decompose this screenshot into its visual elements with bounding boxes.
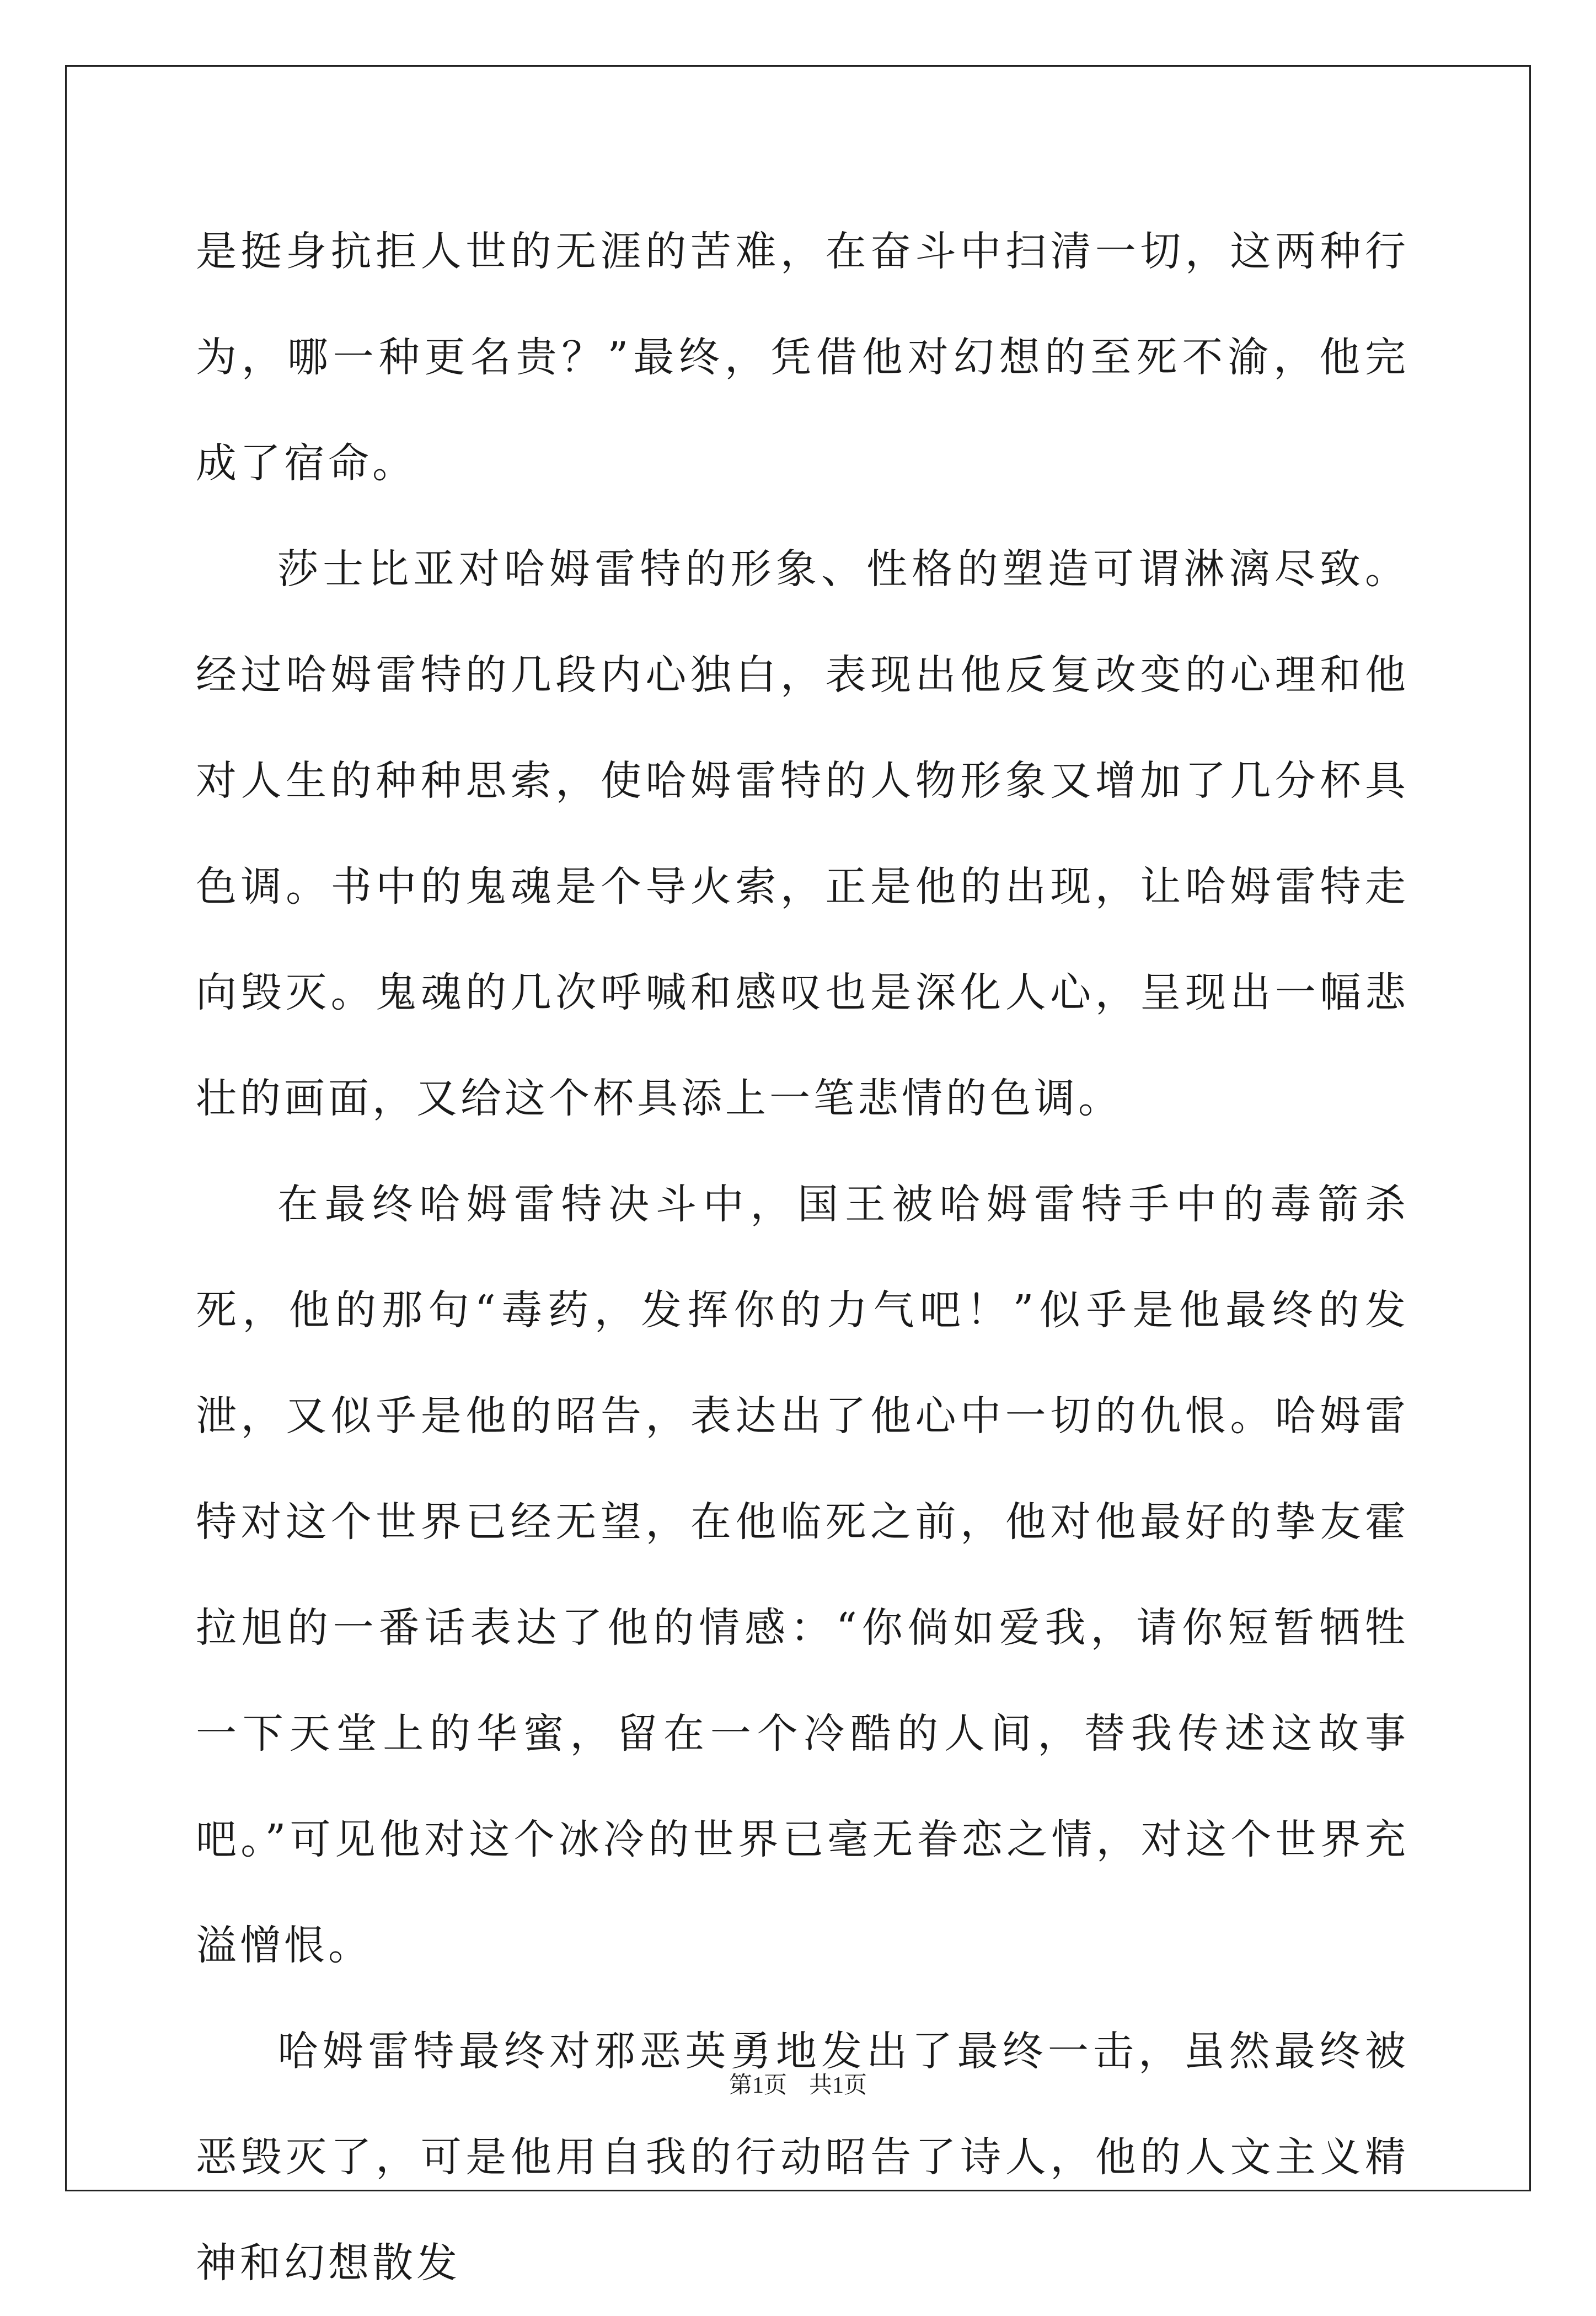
paragraph-4: 哈姆雷特最终对邪恶英勇地发出了最终一击，虽然最终被恶毁灭了，可是他用自我的行动昭告了诗人，他的人文主义精神和幻想散发 [196,2028,1409,2287]
page-number-total: 共1页 [809,2073,867,2098]
page-footer [0,2067,1596,2100]
document-body [196,199,1409,2316]
paragraph-1: 是挺身抗拒人世的无涯的苦难，在奋斗中扫清一切，这两种行为，哪一种更名贵？”最终，凭借他对幻想的至死不渝，他完成了宿命。 [196,228,1409,487]
paragraph-2: 莎士比亚对哈姆雷特的形象、性格的塑造可谓淋漓尽致。经过哈姆雷特的几段内心独白，表现出他反复改变的心理和他对人生的种种思索，使哈姆雷特的人物形象又增加了几分杯具色调。书中的鬼魂是个导火索，正是他的出现，让哈姆雷特走向毁灭。鬼魂的几次呼喊和感叹也是深化人心，呈现出一幅悲壮的画面，又给这个杯具添上一笔悲情的色调。 [196,545,1409,1122]
paragraph-3: 在最终哈姆雷特决斗中，国王被哈姆雷特手中的毒箭杀死，他的那句“毒药，发挥你的力气吧！”似乎是他最终的发泄，又似乎是他的昭告，表达出了他心中一切的仇恨。哈姆雷特对这个世界已经无望，在他临死之前，他对他最好的挚友霍拉旭的一番话表达了他的情感：“你倘如爱我，请你短暂牺牲一下天堂上的华蜜，留在一个冷酷的人间，替我传述这故事吧。”可见他对这个冰冷的世界已毫无眷恋之情，对这个世界充溢憎恨。 [196,1181,1409,1969]
page-number-current: 第1页 [729,2073,787,2098]
